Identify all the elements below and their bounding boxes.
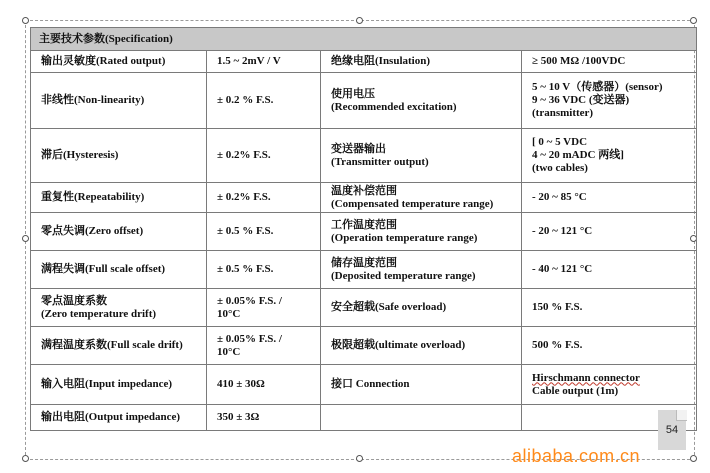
spec-label-line: 滞后(Hysteresis) bbox=[41, 149, 119, 161]
resize-handle[interactable] bbox=[356, 17, 363, 24]
spec-value-line: - 20 ~ 121 °C bbox=[532, 225, 593, 237]
spec-value-line: ± 0.5 % F.S. bbox=[217, 263, 274, 275]
spec-value-line: Cable output (1m) bbox=[532, 384, 619, 397]
spec-value-cell bbox=[207, 251, 321, 289]
spec-label-line: 重复性(Repeatability) bbox=[41, 191, 145, 203]
spec-label-line: 极限超载(ultimate overload) bbox=[331, 339, 466, 351]
spec-value-line: 410 ± 30Ω bbox=[217, 378, 265, 390]
spec-label-cell bbox=[31, 129, 207, 183]
spec-value-cell bbox=[522, 251, 697, 289]
spec-label-line: (Deposited temperature range) bbox=[331, 269, 476, 282]
spec-value-cell bbox=[207, 129, 321, 183]
spec-value-line: ± 0.2% F.S. bbox=[217, 191, 271, 203]
spec-value-line: - 40 ~ 121 °C bbox=[532, 263, 593, 275]
spec-label-line: (Zero temperature drift) bbox=[41, 307, 157, 320]
spec-value-line: 9 ~ 36 VDC (变送器) bbox=[532, 94, 630, 106]
spec-label-line: 接口 Connection bbox=[331, 378, 410, 390]
spec-value-cell bbox=[522, 73, 697, 129]
spec-value-line: 10°C bbox=[217, 345, 241, 358]
spec-value-cell bbox=[522, 327, 697, 365]
spec-value-cell bbox=[207, 405, 321, 431]
table-row bbox=[31, 73, 697, 129]
spec-value-line: (two cables) bbox=[532, 162, 588, 174]
spec-label-cell bbox=[321, 73, 522, 129]
resize-handle[interactable] bbox=[690, 17, 697, 24]
table-row bbox=[31, 129, 697, 183]
spec-label-cell bbox=[321, 129, 522, 183]
spec-label-cell bbox=[31, 51, 207, 73]
spec-value-line: ± 0.2% F.S. bbox=[217, 149, 271, 161]
spec-label-line: 工作温度范围 bbox=[331, 218, 397, 231]
table-row bbox=[31, 213, 697, 251]
spec-value-cell bbox=[522, 129, 697, 183]
spec-label-cell bbox=[31, 183, 207, 213]
spec-label-line: 输出电阻(Output impedance) bbox=[41, 411, 181, 423]
spec-value-line: (transmitter) bbox=[532, 107, 594, 119]
spec-value-line: ± 0.2 % F.S. bbox=[217, 94, 274, 106]
spec-value-cell bbox=[207, 51, 321, 73]
specification-table bbox=[30, 27, 697, 431]
spec-value-line: 10°C bbox=[217, 307, 241, 320]
spec-label-cell bbox=[321, 365, 522, 405]
spec-value-cell bbox=[522, 183, 697, 213]
table-row bbox=[31, 51, 697, 73]
spec-label-line: 温度补偿范围 bbox=[331, 184, 397, 197]
resize-handle[interactable] bbox=[22, 17, 29, 24]
page-number: 54 bbox=[658, 410, 686, 450]
resize-handle[interactable] bbox=[22, 455, 29, 462]
table-row bbox=[31, 251, 697, 289]
spec-label-cell bbox=[31, 405, 207, 431]
spec-label-line: 满程温度系数(Full scale drift) bbox=[41, 339, 183, 351]
spec-label-cell bbox=[321, 51, 522, 73]
spec-label-line: (Compensated temperature range) bbox=[331, 197, 494, 210]
spec-value-line: 5 ~ 10 V（传感器）(sensor) bbox=[532, 81, 663, 93]
table-header: 主要技术参数(Specification) bbox=[31, 28, 697, 51]
spec-label-line: 使用电压 bbox=[331, 87, 375, 100]
spec-label-cell bbox=[321, 327, 522, 365]
spec-value-cell bbox=[207, 365, 321, 405]
spec-label-line: 储存温度范围 bbox=[331, 256, 397, 269]
spec-label-line: 输入电阻(Input impedance) bbox=[41, 378, 173, 390]
table-row bbox=[31, 405, 697, 431]
spec-value-cell bbox=[522, 365, 697, 405]
spec-label-cell bbox=[31, 365, 207, 405]
spec-label-cell bbox=[31, 327, 207, 365]
spec-value-line: ± 0.5 % F.S. bbox=[217, 225, 274, 237]
spec-label-cell bbox=[31, 251, 207, 289]
spec-value-line: ± 0.05% F.S. / bbox=[217, 332, 282, 345]
spec-label-cell bbox=[31, 289, 207, 327]
table-row bbox=[31, 183, 697, 213]
spec-label-cell bbox=[31, 213, 207, 251]
spec-value-line: 1.5 ~ 2mV / V bbox=[217, 55, 281, 67]
table-row bbox=[31, 289, 697, 327]
spec-label-line: 非线性(Non-linearity) bbox=[41, 94, 145, 106]
spec-value-line: 500 % F.S. bbox=[532, 339, 583, 351]
resize-handle[interactable] bbox=[22, 235, 29, 242]
spec-value-cell bbox=[207, 183, 321, 213]
resize-handle[interactable] bbox=[690, 455, 697, 462]
spec-label-cell bbox=[321, 405, 522, 431]
spec-value-line: 350 ± 3Ω bbox=[217, 411, 260, 423]
spec-value-line: 4 ~ 20 mADC 两线] bbox=[532, 149, 624, 161]
resize-handle[interactable] bbox=[356, 455, 363, 462]
spec-value-cell bbox=[207, 327, 321, 365]
table-row bbox=[31, 365, 697, 405]
spec-value-cell bbox=[207, 289, 321, 327]
spec-value-line: 150 % F.S. bbox=[532, 301, 583, 313]
spec-value-line: Hirschmann connector bbox=[532, 371, 640, 384]
spec-label-line: 零点失调(Zero offset) bbox=[41, 225, 144, 237]
spec-label-line: (Transmitter output) bbox=[331, 155, 429, 168]
watermark: alibaba.com.cn bbox=[512, 446, 641, 466]
spec-value-line: [ 0 ~ 5 VDC bbox=[532, 136, 588, 148]
spec-label-line: 满程失调(Full scale offset) bbox=[41, 263, 166, 275]
spec-value-cell bbox=[522, 213, 697, 251]
spec-label-line: (Recommended excitation) bbox=[331, 100, 457, 113]
spec-label-line: 安全超载(Safe overload) bbox=[331, 301, 447, 313]
spec-label-line: 绝缘电阻(Insulation) bbox=[331, 55, 431, 67]
spec-label-line: 零点温度系数 bbox=[41, 294, 107, 307]
spec-label-line: 输出灵敏度(Rated output) bbox=[41, 55, 166, 67]
spec-label-cell bbox=[31, 73, 207, 129]
table-header-row bbox=[31, 28, 697, 51]
spec-value-line: - 20 ~ 85 °C bbox=[532, 191, 587, 203]
spec-value-cell bbox=[207, 73, 321, 129]
spec-label-cell bbox=[321, 251, 522, 289]
spec-value-cell bbox=[207, 213, 321, 251]
spec-value-line: ≥ 500 MΩ /100VDC bbox=[532, 55, 626, 67]
spec-value-cell bbox=[522, 289, 697, 327]
spec-label-cell bbox=[321, 183, 522, 213]
spec-label-cell bbox=[321, 289, 522, 327]
spec-label-cell bbox=[321, 213, 522, 251]
spec-label-line: 变送器输出 bbox=[331, 142, 386, 155]
page-fold-corner bbox=[676, 410, 687, 421]
spec-label-line: (Operation temperature range) bbox=[331, 231, 478, 244]
spec-value-line: ± 0.05% F.S. / bbox=[217, 294, 282, 307]
table-row bbox=[31, 327, 697, 365]
spec-value-cell bbox=[522, 51, 697, 73]
